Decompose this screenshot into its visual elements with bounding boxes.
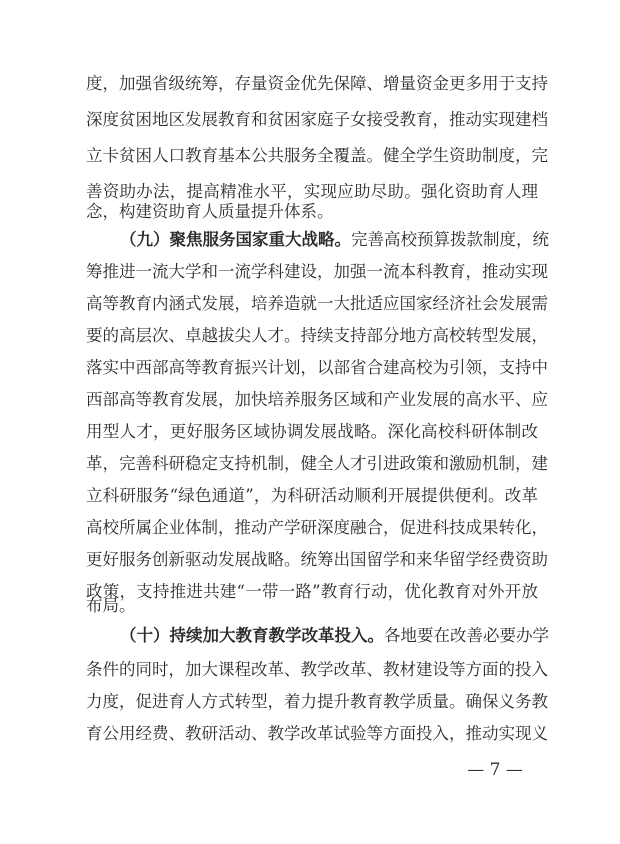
paragraph-1-line-2: 深度贫困地区发展教育和贫困家庭子女接受教育，推动实现建档 bbox=[86, 110, 548, 129]
section-heading-10: （十）持续加大教育教学改革投入。 bbox=[120, 626, 384, 645]
paragraph-2-line-2: 筹推进一流大学和一流学科建设，加强一流本科教育，推动实现 bbox=[86, 262, 548, 281]
paragraph-2-line-12: 政策，支持推进共建“一带一路”教育行动，优化教育对外开放 bbox=[86, 582, 538, 601]
paragraph-3-line-2: 条件的同时，加大课程改革、教学改革、教材建设等方面的投入 bbox=[86, 660, 548, 679]
paragraph-2-line-7: 用型人才，更好服务区域协调发展战略。深化高校科研体制改 bbox=[86, 422, 538, 441]
paragraph-2-line-9: 立科研服务“绿色通道”，为科研活动顺利开展提供便利。改革 bbox=[86, 486, 538, 505]
paragraph-2-line-6: 西部高等教育发展，加快培养服务区域和产业发展的高水平、应 bbox=[86, 390, 548, 409]
paragraph-2-line-1-text: 完善高校预算拨款制度，统 bbox=[351, 230, 549, 249]
paragraph-3-line-1 bbox=[120, 626, 549, 646]
paragraph-2-line-10: 高校所属企业体制，推动产学研深度融合，促进科技成果转化， bbox=[86, 518, 548, 537]
paragraph-3-line-3: 力度，促进育人方式转型，着力提升教育教学质量。确保义务教 bbox=[86, 692, 548, 711]
paragraph-1-line-5: 念，构建资助育人质量提升体系。 bbox=[86, 202, 334, 221]
paragraph-2-line-8: 革，完善科研稳定支持机制，健全人才引进政策和激励机制，建 bbox=[86, 454, 548, 473]
section-heading-9: （九）聚焦服务国家重大战略。 bbox=[120, 230, 351, 249]
paragraph-1-line-3: 立卡贫困人口教育基本公共服务全覆盖。健全学生资助制度，完 bbox=[86, 146, 548, 165]
paragraph-2-line-5: 落实中西部高等教育振兴计划，以部省合建高校为引领，支持中 bbox=[86, 358, 548, 377]
paragraph-3-line-4: 育公用经费、教研活动、教学改革试验等方面投入，推动实现义 bbox=[86, 724, 548, 743]
paragraph-2-line-3: 高等教育内涵式发展，培养造就一大批适应国家经济社会发展需 bbox=[86, 294, 548, 313]
paragraph-3-line-1-text: 各地要在改善必要办学 bbox=[384, 626, 549, 645]
paragraph-2-line-1 bbox=[120, 230, 549, 250]
paragraph-1-line-4: 善资助办法，提高精准水平，实现应助尽助。强化资助育人理 bbox=[86, 182, 538, 201]
paragraph-1-line-1: 度，加强省级统筹，存量资金优先保障、增量资金更多用于支持 bbox=[86, 74, 548, 93]
paragraph-2-line-4: 要的高层次、卓越拔尖人才。持续支持部分地方高校转型发展， bbox=[86, 326, 548, 345]
page-number: — 7 — bbox=[467, 760, 523, 780]
paragraph-2-line-11: 更好服务创新驱动发展战略。统筹出国留学和来华留学经费资助 bbox=[86, 550, 548, 569]
paragraph-2-line-13: 布局。 bbox=[86, 596, 136, 615]
